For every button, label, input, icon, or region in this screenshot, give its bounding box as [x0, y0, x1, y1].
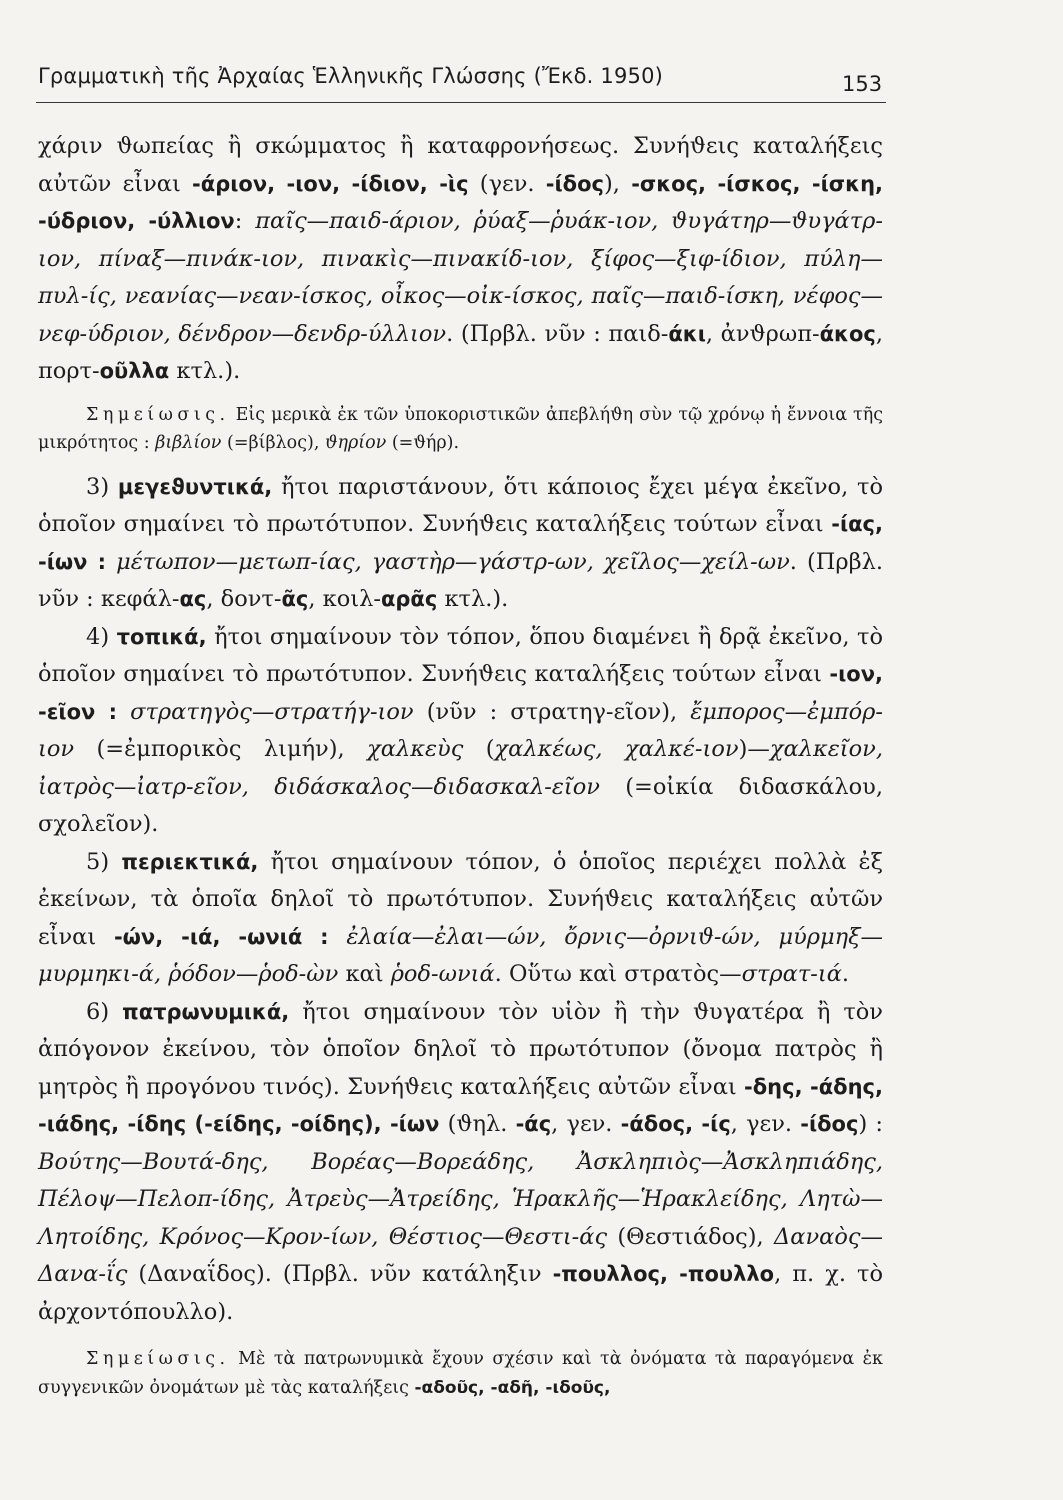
- header-rule: [36, 102, 886, 103]
- paragraph-augmentatives: 3) μεγεϑυντικά, ἤτοι παριστάνουν, ὅτι κάποιος ἔχει μέγα ἐκεῖνο, τὸ ὁποῖον σημαίνει τὸ πρωτότυπον. Συνήϑεις καταλήξεις τούτων εἶναι -ίας, -ίων : μέτωπον—μετωπ-ίας, γαστὴρ—γάστρ-ων, χεῖλος—χείλ-ων. (Πρβλ. νῦν : κεφάλ-ας, δοντ-ᾶς, κοιλ-αρᾶς κτλ.).: [38, 473, 883, 612]
- paragraph-locatives: 4) τοπικά, ἤτοι σημαίνουν τὸν τόπον, ὅπου διαμένει ἢ δρᾷ ἐκεῖνο, τὸ ὁποῖον σημαίνει τὸ πρωτότυπον. Συνήϑεις καταλήξεις τούτων εἶναι -ιον, -εῖον : στρατηγὸς—στρατήγ-ιον (νῦν : στρατηγ-εῖον), ἔμπορος—ἐμπόρ-ιον (=ἐμπορικὸς λιμήν), χαλκεὺς (χαλκέως, χαλκέ-ιον)—χαλκεῖον, ἰατρὸς—ἰατρ-εῖον, διδάσκαλος—διδασκαλ-εῖον (=οἰκία διδασκάλου, σχολεῖον).: [38, 623, 884, 837]
- running-title: Γραμματικὴ τῆς Ἀρχαίας Ἑλληνικῆς Γλώσσης (Ἔκδ. 1950): [38, 64, 664, 88]
- page-body: [38, 128, 883, 1413]
- paragraph-collectives: 5) περιεκτικά, ἤτοι σημαίνουν τόπον, ὁ ὁποῖος περιέχει πολλὰ ἐξ ἐκείνων, τὰ ὁποῖα δηλοῖ τὸ πρωτότυπον. Συνήϑεις καταλήξεις αὐτῶν εἶναι -ών, -ιά, -ωνιά : ἐλαία—ἐλαι—ών, ὄρνις—ὀρνιϑ-ών, μύρμηξ—μυρμηκι-ά, ῥόδον—ῥοδ-ὼν καὶ ῥοδ-ωνιά. Οὕτω καὶ στρατὸς—στρατ-ιά.: [38, 848, 884, 987]
- note-patronymics: Σημείωσις. Μὲ τὰ πατρωνυμικὰ ἔχουν σχέσιν καὶ τὰ ὀνόματα τὰ παραγόμενα ἐκ συγγενικῶν ὀνομάτων μὲ τὰς καταλήξεις -αδοῦς, -αδῆ, -ιδοῦς,: [38, 1349, 883, 1398]
- note-diminutives: Σημείωσις. Εἰς μερικὰ ἐκ τῶν ὑποκοριστικῶν ἀπεβλήϑη σὺν τῷ χρόνῳ ἡ ἔννοια τῆς μικρότητος : βιβλίον (=βίβλος), ϑηρίον (=ϑήρ).: [38, 404, 883, 453]
- page-number: 153: [842, 72, 883, 96]
- paragraph-diminutives: χάριν ϑωπείας ἢ σκώμματος ἢ καταφρονήσεως. Συνήϑεις καταλήξεις αὐτῶν εἶναι -άριον, -ιον, -ίδιον, -ὶς (γεν. -ίδος), -σκος, -ίσκος, -ίσκη, -ύδριον, -ύλλιον: παῖς—παιδ-άριον, ῥύαξ—ῥυάκ-ιον, ϑυγάτηρ—ϑυγάτρ-ιον, πίναξ—πινάκ-ιον, πινακὶς—πινακίδ-ιον, ξίφος—ξιφ-ίδιον, πύλη—πυλ-ίς, νεανίας—νεαν-ίσκος, οἶκος—οἰκ-ίσκος, παῖς—παιδ-ίσκη, νέφος—νεφ-ύδριον, δένδρον—δενδρ-ύλλιον. (Πρβλ. νῦν : παιδ-άκι, ἀνϑρωπ-άκος, πορτ-οῦλλα κτλ.).: [38, 133, 884, 384]
- paragraph-patronymics: 6) πατρωνυμικά, ἤτοι σημαίνουν τὸν υἱὸν ἢ τὴν ϑυγατέρα ἢ τὸν ἀπόγονον ἐκείνου, τὸν ὁποῖον δηλοῖ τὸ πρωτότυπον (ὄνομα πατρὸς ἢ μητρὸς ἢ προγόνου τινός). Συνήϑεις καταλήξεις αὐτῶν εἶναι -δης, -άδης, -ιάδης, -ίδης (-είδης, -οίδης), -ίων (ϑηλ. -άς, γεν. -άδος, -ίς, γεν. -ίδος) : Βούτης—Βουτά-δης, Βορέας—Βορεάδης, Ἀσκληπιὸς—Ἀσκληπιάδης, Πέλοψ—Πελοπ-ίδης, Ἀτρεὺς—Ἀτρείδης, Ἡρακλῆς—Ἡρακλείδης, Λητὼ—Λητοίδης, Κρόνος—Κρον-ίων, Θέστιος—Θεστι-άς (Θεστιάδος), Δαναὸς—Δανα-ΐς (Δαναΐδος). (Πρβλ. νῦν κατάληξιν -πουλλος, -πουλλο, π. χ. τὸ ἀρχοντόπουλλο).: [38, 998, 883, 1325]
